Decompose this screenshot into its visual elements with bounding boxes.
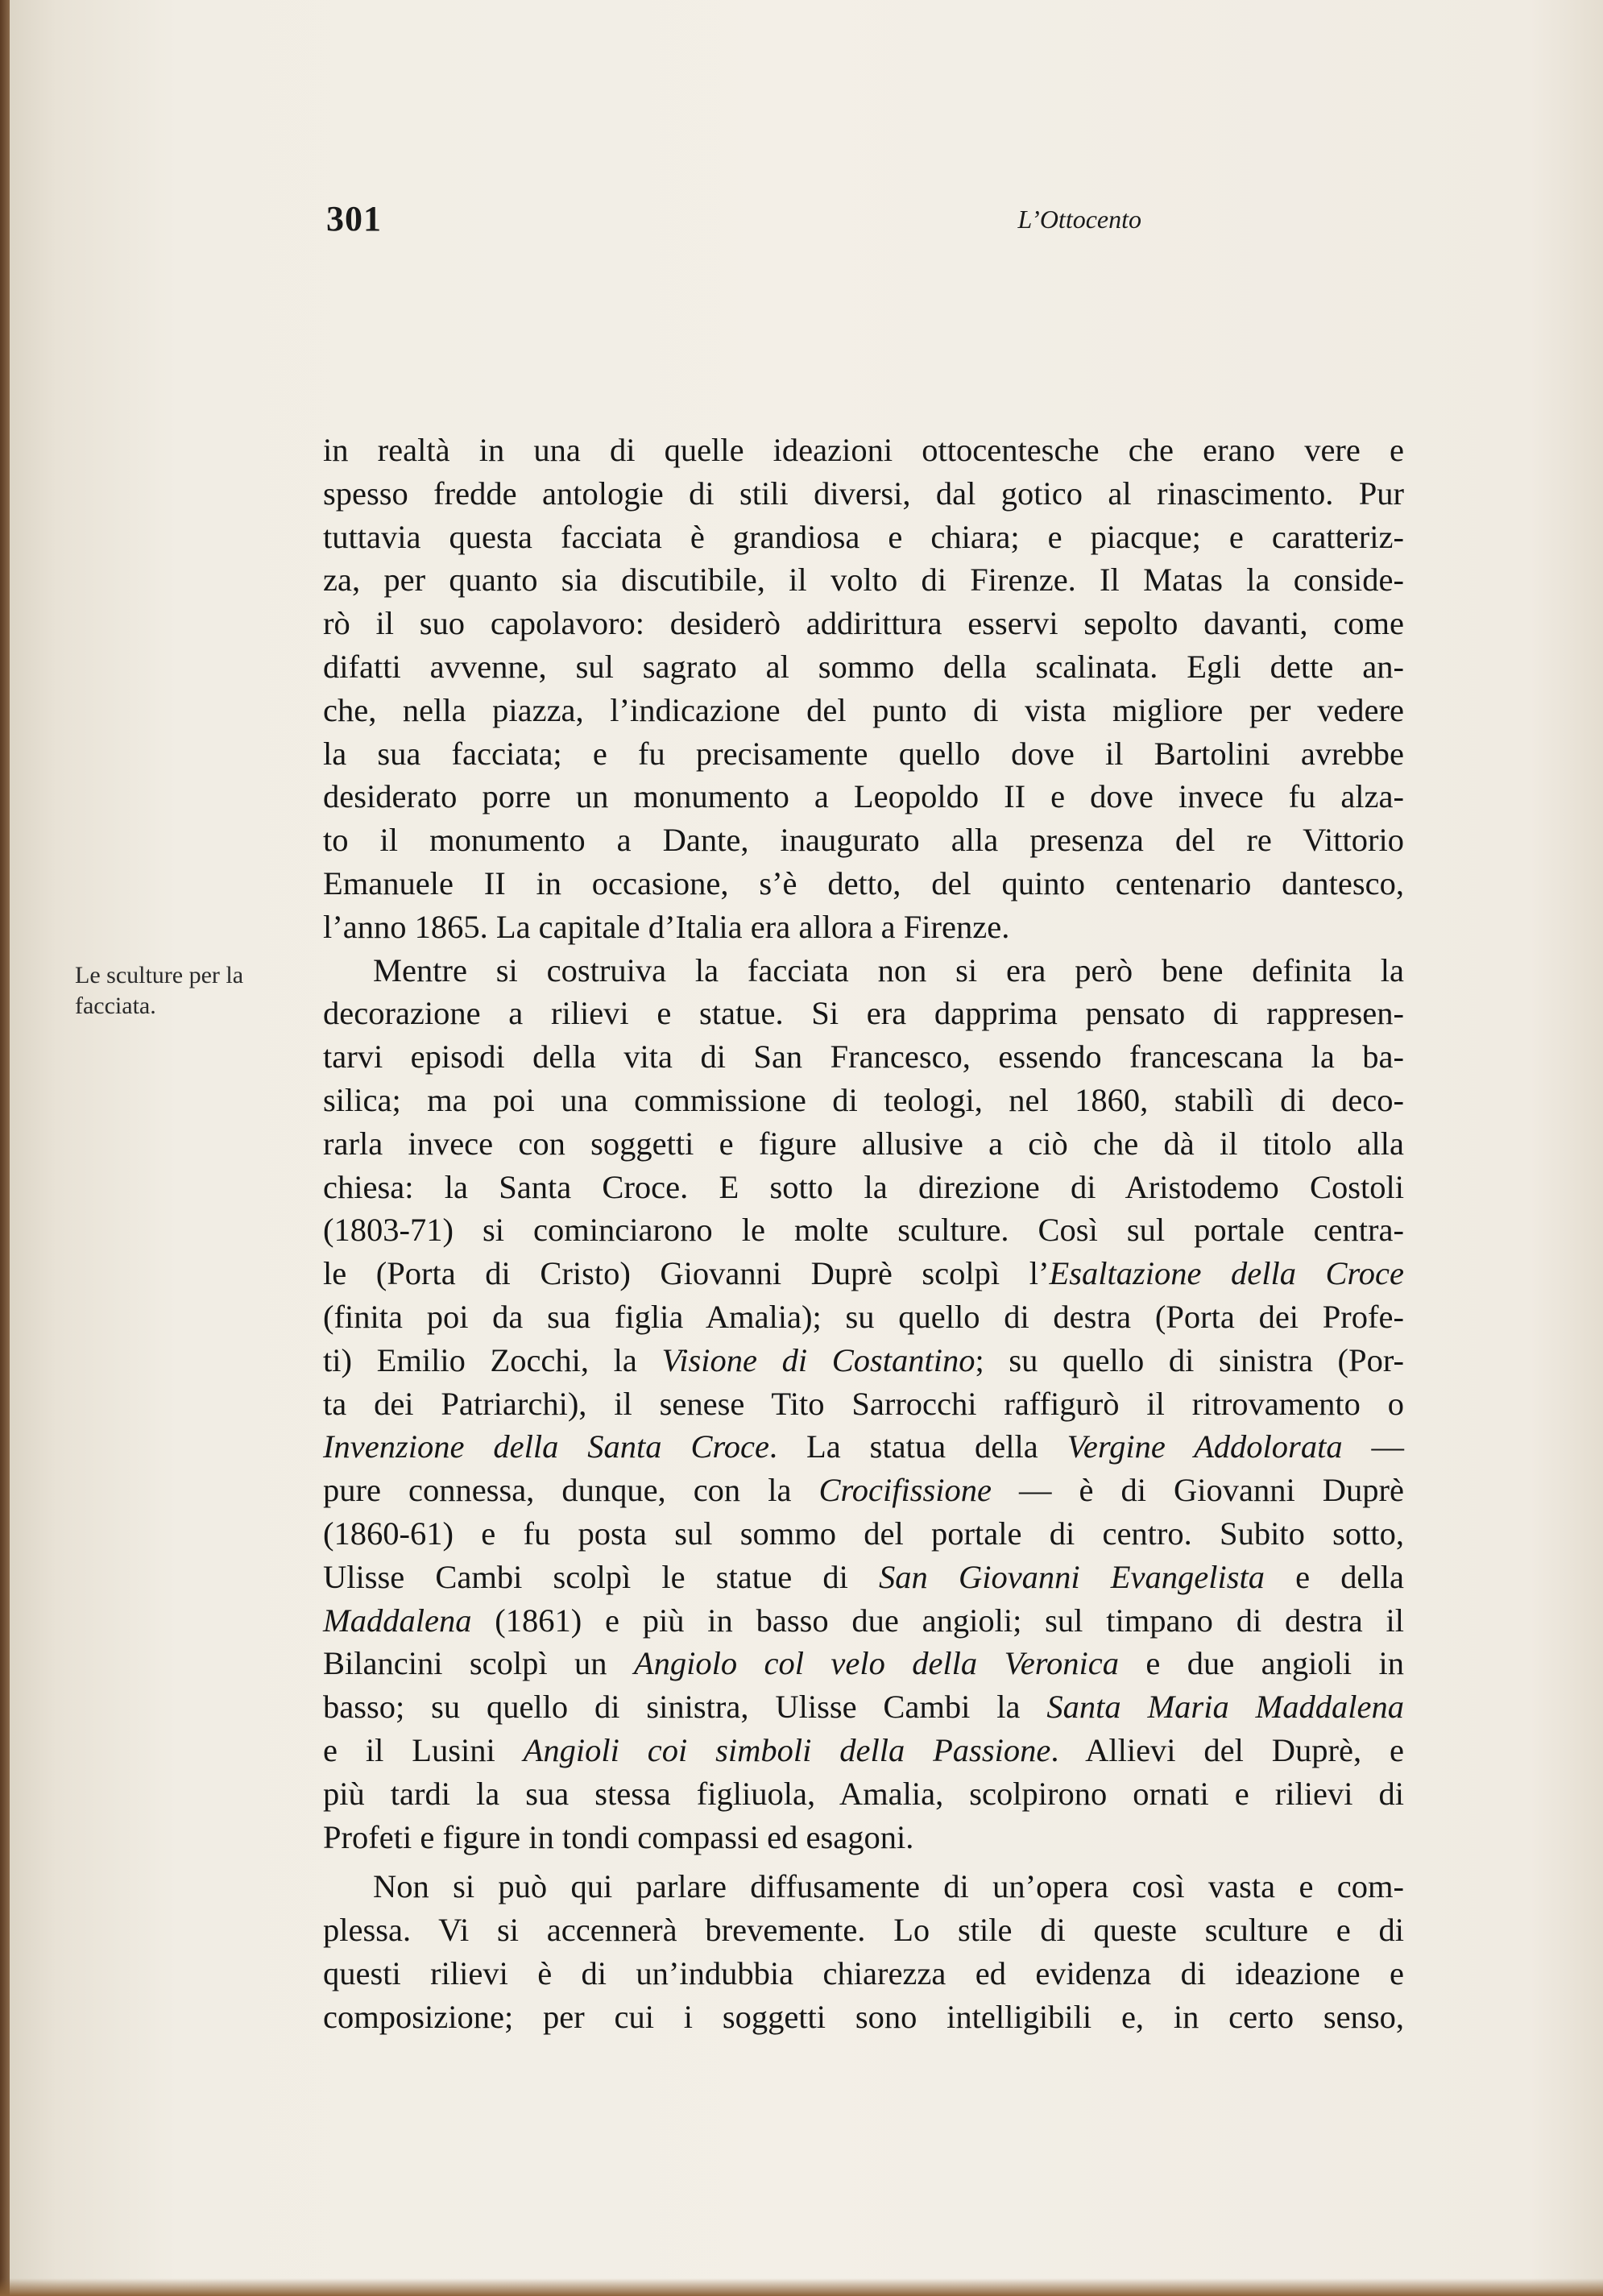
text-run: le (Porta di Cristo) Giovanni Duprè scolpì l’ bbox=[323, 1255, 1050, 1292]
text-line bbox=[323, 1469, 1404, 1512]
text-line: Mentre si costruiva la facciata non si era però bene definita la bbox=[373, 951, 1404, 988]
text-line bbox=[323, 1425, 1404, 1469]
text-line: tuttavia questa facciata è grandiosa e chiara; e piacque; e caratteriz- bbox=[323, 518, 1404, 555]
page-header bbox=[326, 198, 1141, 247]
text-line: l’anno 1865. La capitale d’Italia era allora a Firenze. bbox=[323, 908, 1010, 945]
text-run: e due angioli in bbox=[1119, 1645, 1405, 1682]
text-line: to il monumento a Dante, inaugurato alla presenza del re Vittorio bbox=[323, 822, 1404, 859]
text-line: silica; ma poi una commissione di teologi, nel 1860, stabilì di deco- bbox=[323, 1081, 1404, 1118]
page-number: 301 bbox=[326, 199, 382, 238]
page-bottom-edge bbox=[0, 2278, 1603, 2296]
text-line: Non si può qui parlare diffusamente di un’opera così vasta e com- bbox=[373, 1868, 1404, 1905]
text-line: Emanuele II in occasione, s’è detto, del quinto centenario dantesco, bbox=[323, 864, 1404, 901]
artwork-title: Visione di Costantino bbox=[661, 1341, 975, 1378]
text-run: — è di Giovanni Duprè bbox=[991, 1472, 1404, 1509]
text-line: la sua facciata; e fu precisamente quello dove il Bartolini avrebbe bbox=[323, 735, 1404, 772]
artwork-title: Esaltazione della Croce bbox=[1049, 1255, 1404, 1292]
text-line: che, nella piazza, l’indicazione del punto di vista migliore per vedere bbox=[323, 691, 1404, 728]
text-line: chiesa: la Santa Croce. E sotto la direzione di Aristodemo Costoli bbox=[323, 1168, 1404, 1205]
artwork-title: Santa Maria Maddalena bbox=[1046, 1689, 1404, 1726]
text-run: ti) Emilio Zocchi, la bbox=[323, 1341, 662, 1378]
marginal-note-line: Le sculture per la bbox=[75, 962, 244, 988]
text-line: desiderato porre un monumento a Leopoldo II e dove invece fu alza- bbox=[323, 778, 1404, 815]
artwork-title: Invenzione della Santa Croce bbox=[323, 1428, 769, 1465]
text-line: rarla invece con soggetti e figure allusive a ciò che dà il titolo alla bbox=[323, 1125, 1404, 1162]
running-title: L’Ottocento bbox=[1017, 205, 1141, 234]
text-line: plessa. Vi si accennerà brevemente. Lo stile di queste sculture e di bbox=[323, 1912, 1404, 1949]
text-line: più tardi la sua stessa figliuola, Amalia, scolpirono ornati e rilievi di bbox=[323, 1775, 1404, 1812]
paragraph-gap bbox=[323, 1859, 1404, 1865]
text-run: Ulisse Cambi scolpì le statue di bbox=[323, 1558, 880, 1595]
text-run: . Allievi del Duprè, e bbox=[1050, 1731, 1404, 1768]
artwork-title: San Giovanni Evangelista bbox=[879, 1558, 1265, 1595]
text-line bbox=[323, 1729, 1404, 1772]
text-line: (1803-71) si cominciarono le molte sculture. Così sul portale centra- bbox=[323, 1212, 1404, 1249]
text-line: rò il suo capolavoro: desiderò addirittura esservi sepolto davanti, come bbox=[323, 605, 1404, 642]
text-line: spesso fredde antologie di stili diversi, dal gotico al rinascimento. Pur bbox=[323, 475, 1404, 512]
text-line: Profeti e figure in tondi compassi ed esagoni. bbox=[323, 1818, 914, 1855]
artwork-title: Crocifissione bbox=[818, 1472, 992, 1509]
text-run: . La statua della bbox=[768, 1428, 1067, 1465]
text-line: decorazione a rilievi e statue. Si era dapprima pensato di rappresen- bbox=[323, 995, 1404, 1032]
text-run: — bbox=[1342, 1428, 1405, 1465]
text-line: questi rilievi è di un’indubbia chiarezza ed evidenza di ideazione e bbox=[323, 1954, 1404, 1991]
book-gutter bbox=[0, 0, 10, 2296]
text-line bbox=[323, 1252, 1404, 1295]
text-line: difatti avvenne, sul sagrato al sommo della scalinata. Egli dette an- bbox=[323, 648, 1404, 685]
artwork-title: Vergine Addolorata bbox=[1067, 1428, 1343, 1465]
text-line bbox=[323, 1599, 1404, 1643]
paragraph-3 bbox=[323, 1865, 1404, 2038]
text-run: pure connessa, dunque, con la bbox=[323, 1472, 819, 1509]
paragraph-2 bbox=[323, 949, 1404, 1859]
text-run: Bilancini scolpì un bbox=[323, 1645, 634, 1682]
text-run: (1861) e più in basso due angioli; sul timpano di destra il bbox=[471, 1602, 1404, 1639]
text-line bbox=[323, 1642, 1404, 1685]
text-line: (finita poi da sua figlia Amalia); su quello di destra (Porta dei Profe- bbox=[323, 1298, 1404, 1335]
text-run: ; su quello di sinistra (Por- bbox=[975, 1341, 1404, 1378]
text-line: za, per quanto sia discutibile, il volto di Firenze. Il Matas la conside- bbox=[323, 562, 1404, 599]
text-line: tarvi episodi della vita di San Francesco, essendo francescana la ba- bbox=[323, 1038, 1404, 1075]
text-run: basso; su quello di sinistra, Ulisse Cambi la bbox=[323, 1689, 1047, 1726]
artwork-title: Angioli coi simboli della Passione bbox=[523, 1731, 1051, 1768]
text-line: in realtà in una di quelle ideazioni ottocentesche che erano vere e bbox=[323, 432, 1404, 468]
text-line bbox=[323, 1685, 1404, 1729]
text-run: e il Lusini bbox=[323, 1731, 524, 1768]
text-run: e della bbox=[1265, 1558, 1405, 1595]
artwork-title: Angiolo col velo della Veronica bbox=[633, 1645, 1120, 1682]
text-line bbox=[323, 1339, 1404, 1382]
text-line: ta dei Patriarchi), il senese Tito Sarrocchi raffigurò il ritrovamento o bbox=[323, 1385, 1404, 1422]
body-text bbox=[323, 429, 1404, 2038]
marginal-note-line: facciata. bbox=[75, 993, 156, 1019]
marginal-note bbox=[75, 960, 284, 1022]
paragraph-1 bbox=[323, 429, 1404, 949]
text-line: (1860-61) e fu posta sul sommo del portale di centro. Subito sotto, bbox=[323, 1515, 1404, 1552]
text-line bbox=[323, 1556, 1404, 1599]
text-line: composizione; per cui i soggetti sono intelligibili e, in certo senso, bbox=[323, 1998, 1404, 2035]
artwork-title: Maddalena bbox=[323, 1602, 472, 1639]
